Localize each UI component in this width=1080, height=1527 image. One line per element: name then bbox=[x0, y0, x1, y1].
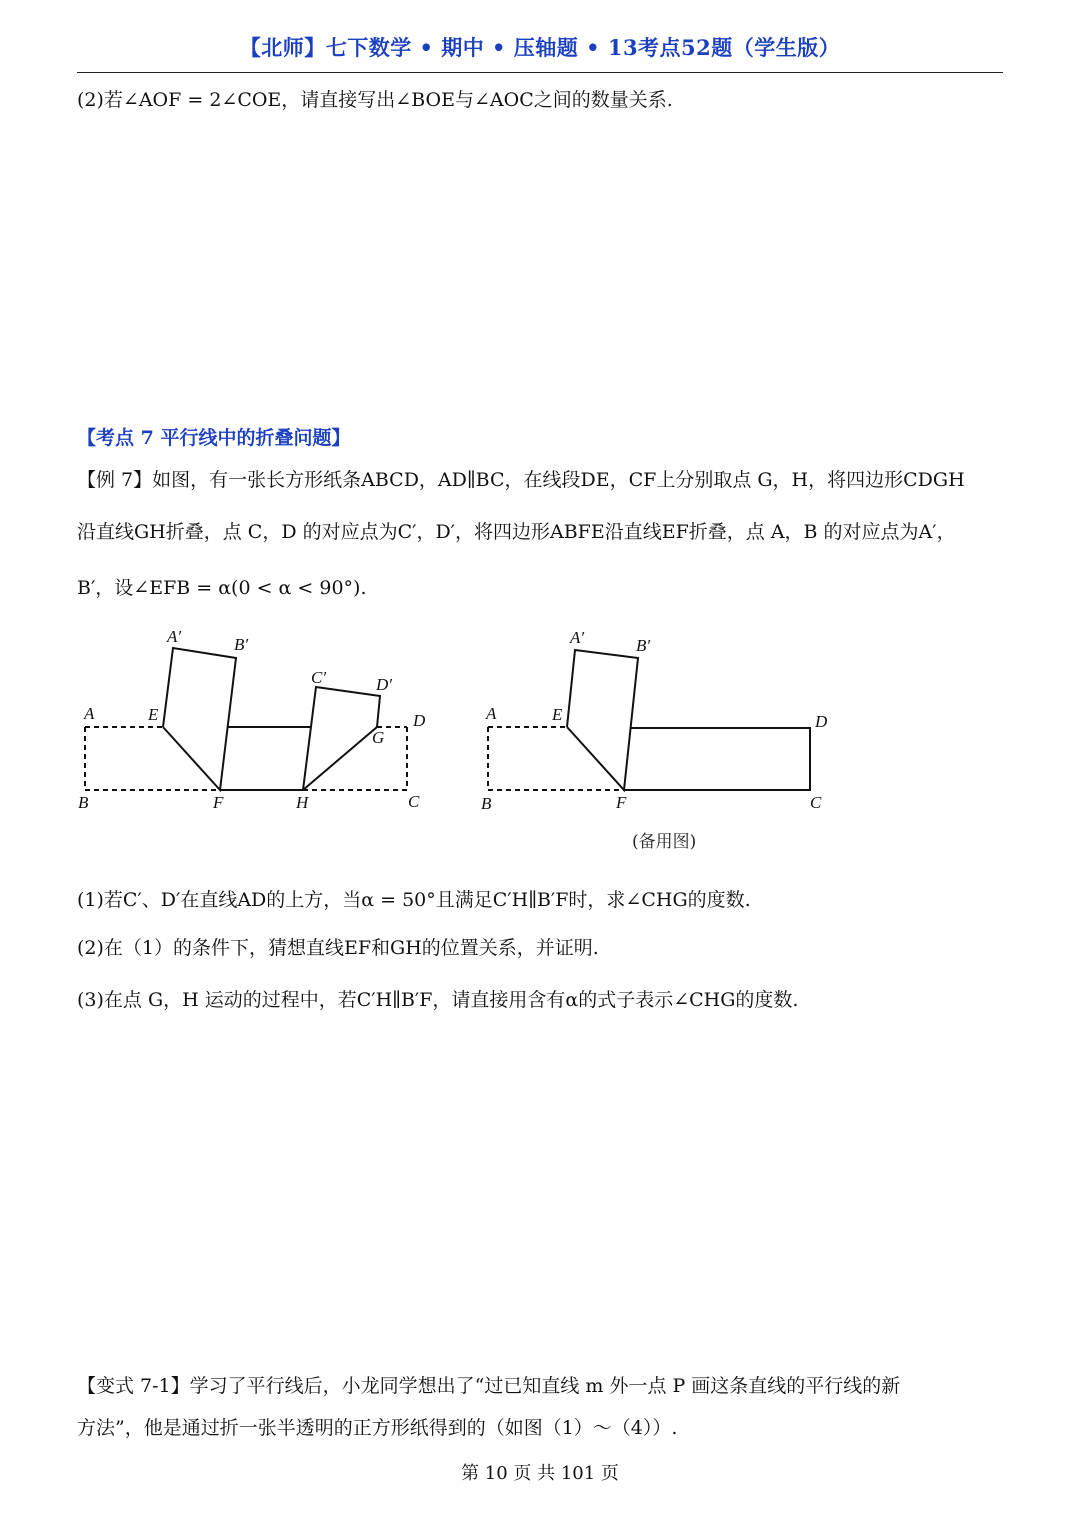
header-divider bbox=[77, 72, 1003, 73]
example-7-question-3: (3)在点 G，H 运动的过程中，若C′H∥B′F，请直接用含有α的式子表示∠CHG的度数. bbox=[77, 989, 799, 1011]
label-a-prime: A′ bbox=[167, 627, 182, 646]
label-b: B bbox=[78, 793, 89, 812]
section-title: 【考点 7 平行线中的折叠问题】 bbox=[77, 427, 351, 449]
label-e: E bbox=[148, 705, 159, 724]
label-c: C bbox=[408, 792, 420, 811]
label-d-prime: D′ bbox=[376, 675, 392, 694]
example-7-line-3: B′，设∠EFB = α(0 < α < 90°). bbox=[77, 577, 367, 599]
variant-7-1-line-1: 【变式 7-1】学习了平行线后，小龙同学想出了“过已知直线 m 外一点 P 画这条直线的平行线的新 bbox=[77, 1375, 901, 1397]
label-a: A bbox=[486, 704, 497, 723]
example-7-question-1: (1)若C′、D′在直线AD的上方，当α = 50°且满足C′H∥B′F时，求∠CHG的度数. bbox=[77, 889, 751, 911]
label-a-prime: A′ bbox=[570, 628, 585, 647]
label-f: F bbox=[213, 793, 224, 812]
label-a: A bbox=[84, 704, 95, 723]
example-7-line-1: 【例 7】如图，有一张长方形纸条ABCD，AD∥BC，在线段DE，CF上分别取点 G，H，将四边形CDGH bbox=[77, 469, 965, 491]
spare-figure-caption: (备用图) bbox=[632, 832, 697, 852]
label-e: E bbox=[552, 705, 563, 724]
label-f: F bbox=[616, 793, 627, 812]
fold-figure-main bbox=[70, 615, 440, 825]
label-h: H bbox=[296, 793, 309, 812]
page-header-title: 【北师】七下数学 • 期中 • 压轴题 • 13考点52题（学生版） bbox=[239, 35, 841, 60]
page-footer: 第 10 页 共 101 页 bbox=[461, 1463, 619, 1484]
fold-figure-spare bbox=[475, 615, 845, 825]
previous-question-2: (2)若∠AOF = 2∠COE，请直接写出∠BOE与∠AOC之间的数量关系. bbox=[77, 89, 673, 111]
example-7-question-2: (2)在（1）的条件下，猜想直线EF和GH的位置关系，并证明. bbox=[77, 937, 599, 959]
label-d: D bbox=[815, 712, 828, 731]
label-b-prime: B′ bbox=[636, 636, 651, 655]
label-b-prime: B′ bbox=[234, 635, 249, 654]
variant-7-1-line-2: 方法”，他是通过折一张半透明的正方形纸得到的（如图（1）～（4））. bbox=[77, 1417, 678, 1439]
example-7-line-2: 沿直线GH折叠，点 C，D 的对应点为C′，D′，将四边形ABFE沿直线EF折叠，点 A，B 的对应点为A′， bbox=[77, 521, 956, 543]
label-d: D bbox=[413, 711, 426, 730]
label-c-prime: C′ bbox=[311, 668, 327, 687]
label-c: C bbox=[810, 793, 822, 812]
label-g: G bbox=[372, 728, 385, 747]
label-b: B bbox=[481, 794, 492, 813]
